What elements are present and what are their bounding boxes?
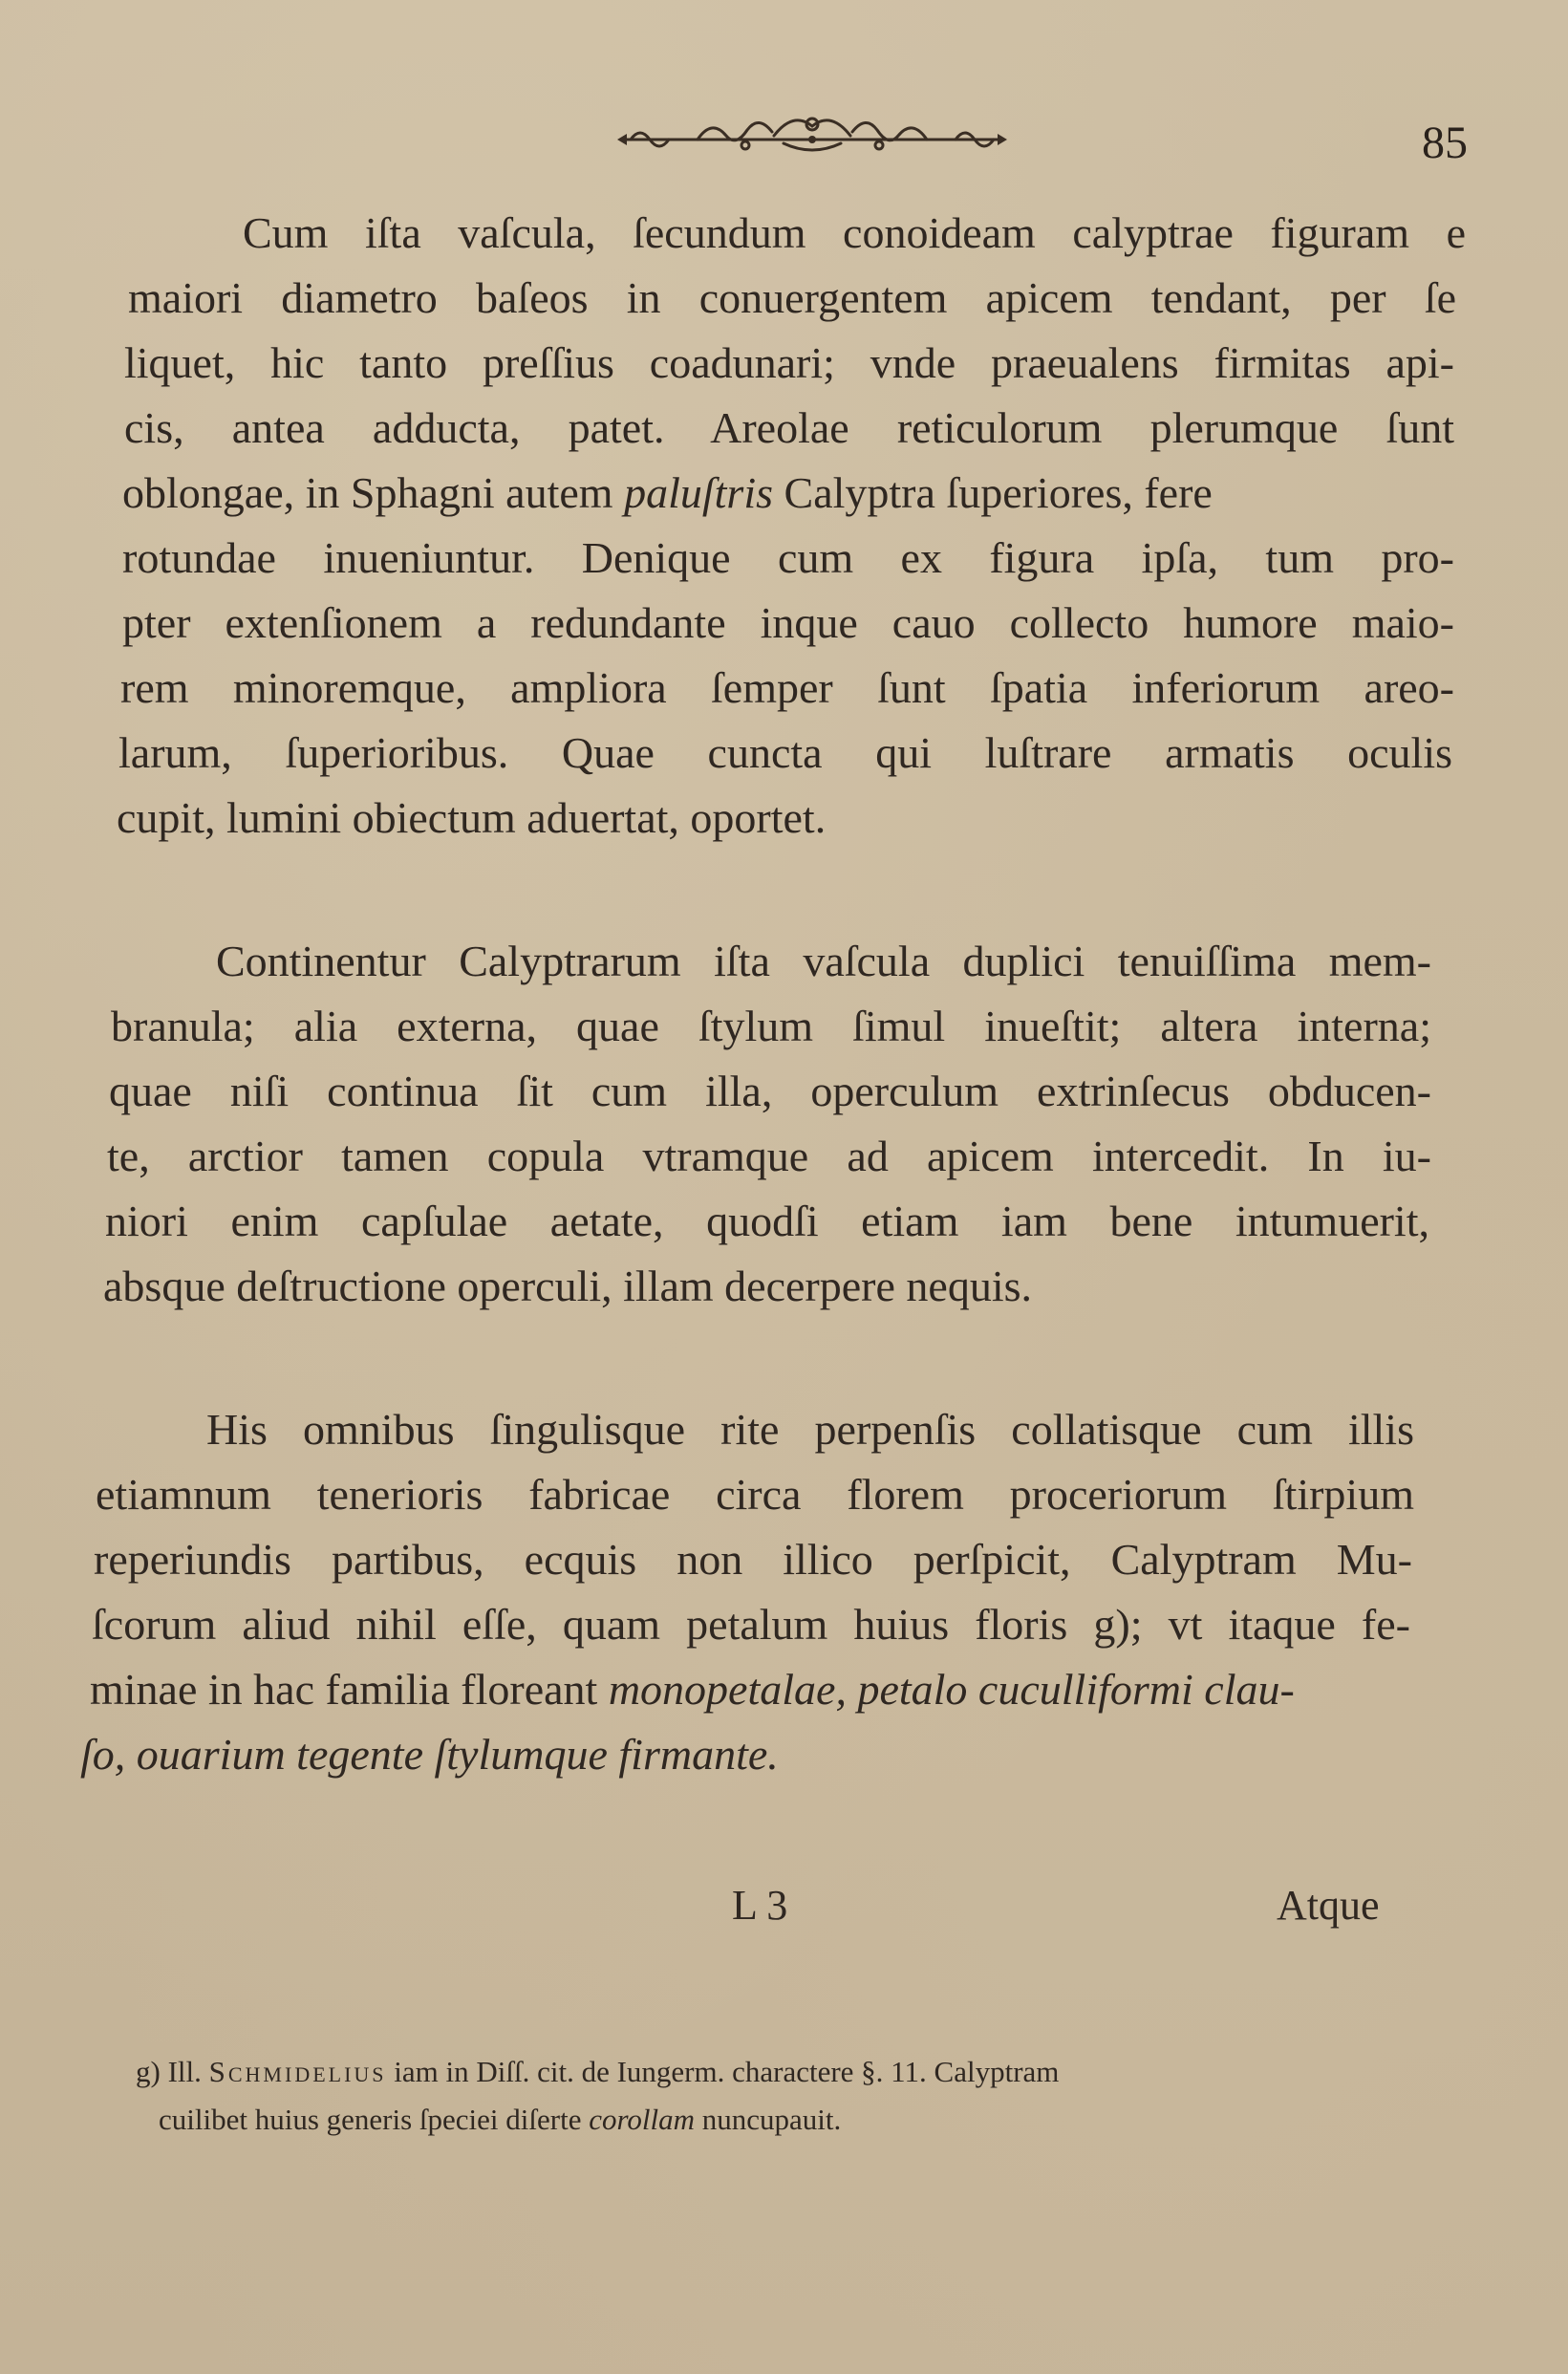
text-line: ſcorum aliud nihil eſſe, quam petalum huius floris g); vt itaque fe-	[92, 1600, 1410, 1649]
footnote-text: iam in Diſſ. cit. de Iungerm. charactere §. 11. Calyptram	[394, 2055, 1060, 2088]
text-line: cupit, lumini obiectum aduertat, oportet.	[117, 793, 827, 842]
footnote-text: cuilibet huius generis ſpeciei diſerte	[159, 2103, 582, 2136]
text-segment: minae in hac familia floreant	[90, 1665, 598, 1714]
text-line: Cum iſta vaſcula, ſecundum conoideam calyptrae figuram e	[243, 208, 1466, 257]
text-line: His omnibus ſingulisque rite perpenſis collatisque cum illis	[206, 1405, 1414, 1454]
footnote-italic-term: corollam	[589, 2103, 696, 2136]
text-line: absque deſtructione operculi, illam decerpere nequis.	[103, 1262, 1032, 1310]
italic-term: paluſtris	[624, 468, 774, 517]
text-line: maiori diametro baſeos in conuergentem apicem tendant, per ſe	[128, 273, 1456, 322]
text-segment: oblongae, in Sphagni autem	[122, 468, 613, 517]
text-line: niori enim capſulae aetate, quodſi etiam iam bene intumuerit,	[105, 1197, 1429, 1245]
text-line: quae niſi continua ſit cum illa, operculum extrinſecus obducen-	[109, 1067, 1431, 1115]
italic-line: ſo, ouarium tegente ſtylumque firmante.	[80, 1730, 779, 1779]
text-line: rotundae inueniuntur. Denique cum ex figura ipſa, tum pro-	[122, 533, 1454, 582]
text-line: larum, ſuperioribus. Quae cuncta qui luſtrare armatis oculis	[118, 728, 1452, 777]
text-line-mixed	[122, 464, 1454, 522]
text-line: reperiundis partibus, ecquis non illico perſpicit, Calyptram Mu-	[94, 1535, 1412, 1584]
text-line: rem minoremque, ampliora ſemper ſunt ſpatia inferiorum areo-	[120, 663, 1454, 712]
text-line: Continentur Calyptrarum iſta vaſcula duplici tenuiſſima mem-	[216, 937, 1431, 985]
text-line: etiamnum tenerioris fabricae circa florem proceriorum ſtirpium	[96, 1470, 1414, 1519]
footnote-line	[159, 2101, 841, 2139]
signature-mark: L 3	[732, 1882, 788, 1929]
text-line: liquet, hic tanto preſſius coadunari; vnde praeualens firmitas api-	[124, 338, 1454, 387]
text-line: te, arctior tamen copula vtramque ad apicem intercedit. In iu-	[107, 1132, 1431, 1180]
italic-phrase: monopetalae, petalo cuculliformi clau-	[608, 1665, 1295, 1714]
page-number: 85	[1422, 118, 1468, 168]
footnote-text: nuncupauit.	[701, 2103, 842, 2136]
text-line: pter extenſionem a redundante inque cauo collecto humore maio-	[122, 598, 1454, 647]
footnote-line	[136, 2053, 1059, 2091]
text-line-mixed	[90, 1661, 1410, 1718]
catchword: Atque	[1277, 1882, 1380, 1929]
decorative-ornament-icon	[612, 107, 1013, 168]
footnote-author: Schmidelius	[208, 2055, 387, 2088]
text-segment: Calyptra ſuperiores, fere	[784, 468, 1213, 517]
footnote-marker: g) Ill.	[136, 2055, 202, 2088]
text-line: cis, antea adducta, patet. Areolae reticulorum plerumque ſunt	[124, 403, 1454, 452]
text-line: branula; alia externa, quae ſtylum ſimul inueſtit; altera interna;	[111, 1002, 1431, 1050]
